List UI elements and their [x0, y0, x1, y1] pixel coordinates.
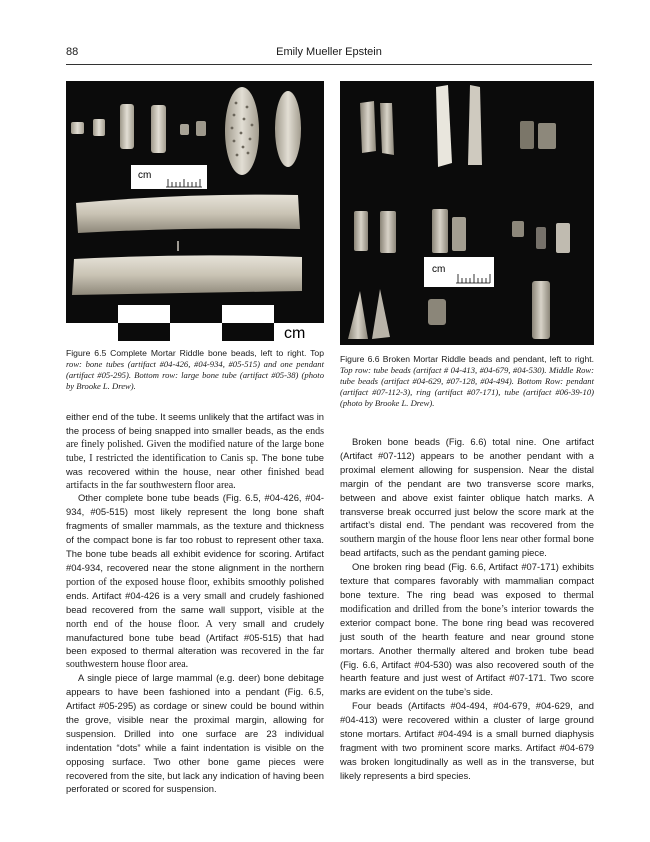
text-segment: the northern portion of the exposed house floor, exhibits — [66, 562, 325, 588]
paragraph — [66, 411, 324, 492]
paragraph — [340, 436, 594, 561]
text-segment: finished bead artifacts in the far southwestern floor area. — [66, 466, 325, 491]
figure-6-6-caption-text: Top row: tube beads (artifact # 04-413, #04-679, #04-530). Middle Row: tube beads (artifact #04-629, #07-128, #04-494). Bottom Row: pendant (artifact #07-112-3), ring (artifact #07-171), tube (artifact #06-39-10) (photo by Brooke L. Drew). — [340, 365, 594, 408]
cm-scale-label: cm — [138, 170, 152, 181]
running-title: Emily Mueller Epstein — [276, 46, 382, 58]
bead-05-515 — [151, 105, 166, 153]
paragraph — [66, 492, 324, 672]
text-segment: bone bead artifacts, such as the pendant gaming piece. — [340, 533, 594, 559]
figure-6-6-caption — [340, 354, 594, 409]
paragraph — [66, 672, 324, 797]
text-segment: One broken ring bead (Fig. 6.6, Artifact #07-171) exhibits texture that compares favorably with mammalian compact bone texture. The ring bead was exposed to — [340, 561, 594, 600]
text-segment: small and crudely manufactured bone tube bead (Artifact #05-515) that had been exposed to thermal alteration was — [66, 617, 325, 657]
figure-6-6-photo — [340, 81, 594, 345]
text-segment: smoothly polished ends. Artifact #04-426 is a very small and crudely fashioned bead recovered from the same wall — [66, 575, 324, 615]
text-segment: recovered in the far southwestern house floor area. — [66, 646, 324, 671]
text-segment: thermal modification and drilled from the bone’s interior — [340, 589, 594, 615]
bead-04-934 — [120, 104, 134, 149]
right-text-column — [340, 436, 594, 784]
large-bone-tube-bottom — [72, 255, 302, 295]
tube-06-39-10 — [532, 281, 550, 339]
cm-bar-label: cm — [284, 325, 306, 341]
figure-6-5-photo — [66, 81, 324, 341]
text-segment: Other complete bone tube beads (Fig. 6.5, #04-426, #04-934, #05-515) most likely represent the long bone shaft fragments of smaller mammals, as the texture and thickness of the compact bone is far too robust to represent other taxa. The bone tube beads all exhibit evidence for scoring. Artifact #04-934, recovered near the stone alignment in — [66, 492, 324, 573]
paragraph — [340, 561, 594, 700]
paragraph — [340, 700, 594, 783]
text-segment: ends are finely polished. Given the modified nature of the large bone tube, I restricted the identification to Canis sp. — [66, 425, 324, 464]
running-header — [66, 44, 592, 62]
bead-04-426-b — [93, 119, 105, 136]
cm-scale-label-66: cm — [432, 264, 446, 275]
figure-6-5-caption — [66, 348, 324, 392]
text-segment: towards the exterior compact bone. The bone ring bead was recovered just south of the hearth feature and near ground stone mortars. Another thermally altered and broken tube bead (Fig. 6.6, Artifact #04-530) was also recovered south of the hearth feature and just west of Artifact #07-171. Two score marks are evident on the tube’s side. — [340, 602, 595, 698]
text-segment: either end of the tube. It seems unlikely that the artifact was in the process of being snapped into smaller beads, as the — [66, 411, 324, 436]
pendant-05-295 — [225, 87, 259, 175]
text-segment: The bone tube was recovered within the house, near other — [66, 451, 325, 477]
text-segment: Four beads (Artifacts #04-494, #04-679, #04-629, and #04-413) were recovered within a cluster of large ground stone mortars. Artifact #04-494 is a small burned diaphysis fragment with two prominent score marks. Artifact #04-679 was broken longitudinally as well as in the transverse, but likely represents a bird species. — [340, 700, 594, 781]
text-segment: Broken bone beads (Fig. 6.6) total nine. One artifact (Artifact #07-112) appears to be another pendant with a proximal element allowing for suspension. Near the distal margin of the pendant are two transverse score marks, between and above exist fainter oblique hatch marks. A transverse break occurred just below the score mark at the artifact’s distal end. The pendant was recovered from the — [340, 436, 594, 531]
large-bone-tube-top — [76, 195, 300, 233]
figure-6-5-caption-label: Figure 6.5 Complete Mortar Riddle bone beads, left to right. Top — [66, 348, 324, 358]
figure-6-5-caption-text: row: bone tubes (artifact #04-426, #04-934, #05-515) and one pendant (artifact #05-295). Bottom row: large bone tube (artifact #05-38) (photo by Brooke L. Drew). — [66, 359, 324, 391]
header-rule — [66, 64, 592, 65]
text-segment: southern margin of the house floor lens near other formal — [340, 534, 574, 546]
text-segment: A single piece of large mammal (e.g. deer) bone debitage appears to have been fashioned into a pendant (Fig. 6.5, Artifact #05-295) as cordage or sinew could be bound within the grove, visible near the proximal margin, allowing for suspension. Drilled into one surface are 23 individual indentation “dots” while a faint indentation is visible on the opposing surface. Two other bone game pieces were recovered from the site, but lack any indication of having been perforated or scored for suspension. — [66, 672, 324, 795]
left-text-column — [66, 411, 324, 797]
bead-04-426 — [71, 122, 84, 134]
page-number: 88 — [66, 46, 79, 58]
figure-6-6-caption-label: Figure 6.6 Broken Mortar Riddle beads and pendant, left to right. — [340, 354, 594, 364]
text-segment: support, visible at the north end of the house floor. A very — [66, 604, 324, 630]
